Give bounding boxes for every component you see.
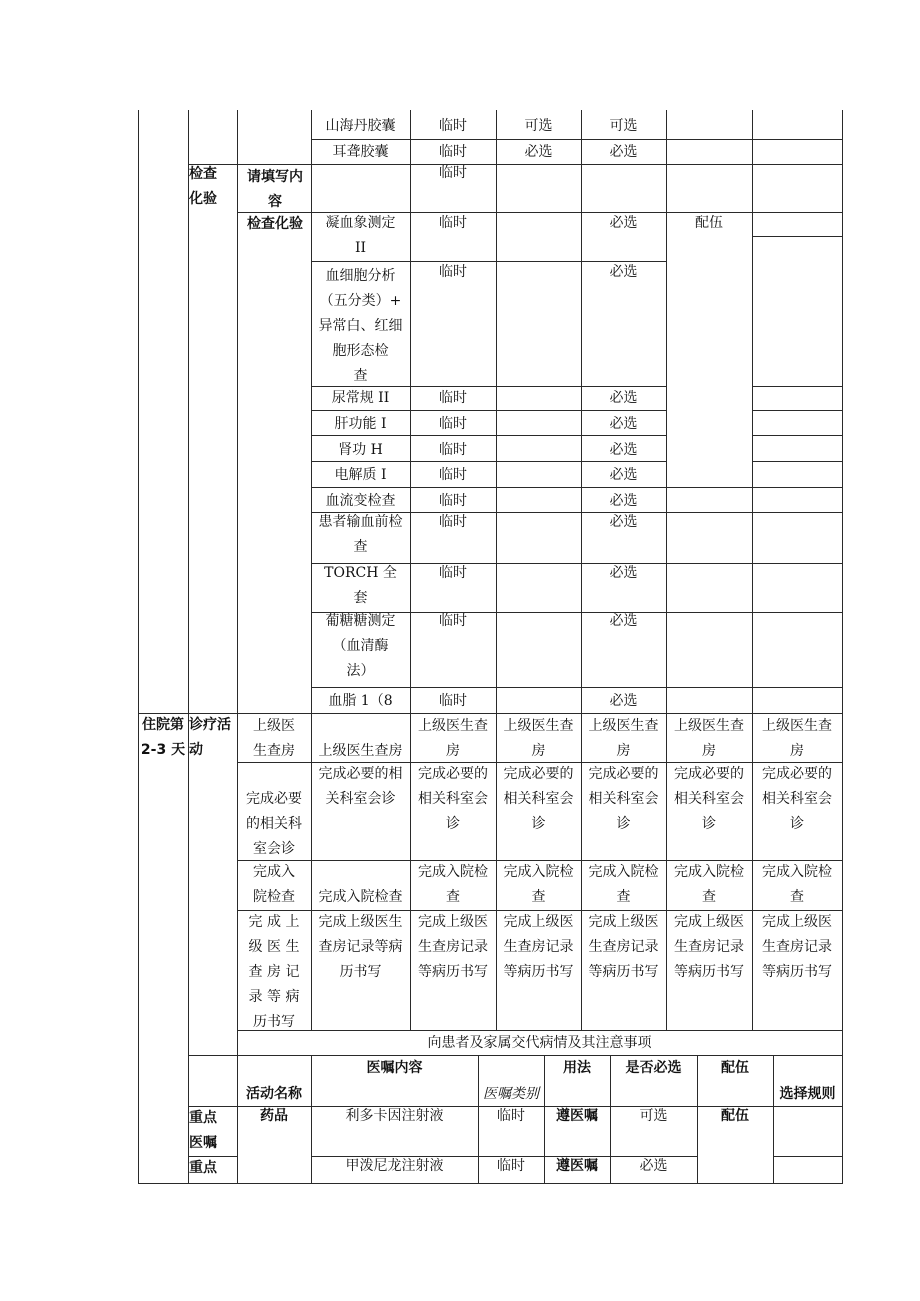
stage-row-cell: 生查房记录 — [588, 939, 659, 955]
stage-row-cell: 完成必要的 — [674, 766, 744, 782]
header-order-content: 医嘱内容 — [366, 1060, 423, 1076]
required-value: 必选 — [609, 613, 638, 629]
section-label-exam: 化验 — [189, 191, 217, 207]
order-type: 临时 — [439, 442, 467, 458]
usage-value: 遵医嘱 — [556, 1158, 598, 1174]
stage-row-label: 历书写 — [253, 1014, 295, 1030]
drug-name: 甲泼尼龙注射液 — [345, 1158, 444, 1174]
section-label-exam: 检查 — [189, 166, 217, 182]
drug-label: 药品 — [260, 1108, 288, 1124]
header-order-type: 医嘱类别 — [483, 1086, 539, 1102]
stage-row-content: 完成必要的相 — [318, 766, 403, 782]
lab-test-name: 电解质 I — [334, 467, 387, 483]
table-rule — [138, 1183, 843, 1184]
stage-row-cell: 等病历书写 — [418, 964, 488, 980]
order-section-label: 医嘱 — [189, 1135, 217, 1151]
stage-row-content: 历书写 — [339, 964, 382, 980]
drug-name: 耳聋胶囊 — [332, 144, 389, 160]
stage-row-cell: 房 — [790, 743, 804, 759]
stage-row-label: 录 等 病 — [248, 989, 300, 1005]
table-rule — [496, 110, 497, 714]
lab-test-name: TORCH 全 — [324, 565, 397, 581]
stage-row-cell: 诊 — [790, 816, 804, 832]
order-type: 临时 — [439, 264, 467, 280]
required-value: 必选 — [609, 693, 638, 709]
required-value: 必选 — [639, 1158, 668, 1174]
lab-test-name: 肾功 H — [338, 442, 383, 458]
stage-row-label: 查 房 记 — [248, 964, 300, 980]
order-section-label: 重点 — [189, 1110, 217, 1126]
order-type: 临时 — [497, 1158, 525, 1174]
lab-test-name: 血脂 1（8 — [328, 693, 393, 709]
lab-test-name: 葡糖糖测定 — [325, 613, 396, 629]
order-type: 临时 — [439, 613, 467, 629]
lab-test-name: 血流变检查 — [325, 493, 396, 509]
required-value: 必选 — [609, 565, 638, 581]
fill-content-label: 容 — [268, 194, 282, 210]
stage-row-cell: 生查房记录 — [418, 939, 488, 955]
lab-test-name: （血清酶 — [332, 638, 389, 654]
required-value: 可选 — [639, 1108, 668, 1124]
required-value: 必选 — [609, 416, 638, 432]
lab-test-name: 查 — [353, 368, 368, 384]
selection-value: 必选 — [524, 144, 553, 160]
table-rule — [752, 110, 753, 714]
table-rule — [752, 487, 843, 488]
compat-label: 配伍 — [695, 215, 723, 231]
stage-row-cell: 相关科室会 — [588, 791, 659, 807]
activity-label: 动 — [189, 742, 203, 758]
stage-row-cell: 相关科室会 — [418, 791, 488, 807]
table-rule — [752, 461, 843, 462]
lab-test-name: 套 — [353, 590, 368, 606]
table-rule — [773, 1055, 774, 1184]
stage-row-cell: 完成入院检 — [674, 864, 744, 880]
stage-row-cell: 相关科室会 — [762, 791, 832, 807]
stage-row-cell: 上级医生查 — [503, 718, 574, 734]
selection-value: 必选 — [609, 144, 638, 160]
stage-row-cell: 相关科室会 — [674, 791, 744, 807]
stage-row-cell: 诊 — [531, 816, 546, 832]
stage-row-cell: 完成入院检 — [418, 864, 488, 880]
stage-row-cell: 查 — [446, 889, 460, 905]
order-type: 临时 — [497, 1108, 525, 1124]
order-type: 临时 — [439, 493, 467, 509]
stage-row-content: 查房记录等病 — [318, 939, 403, 955]
stage-row-cell: 查 — [702, 889, 716, 905]
header-compat: 配伍 — [721, 1060, 749, 1076]
table-rule — [752, 435, 843, 436]
stage-row-cell: 完成入院检 — [762, 864, 832, 880]
required-value: 必选 — [609, 215, 638, 231]
stage-day-label: 2-3 天 — [140, 742, 186, 758]
stage-row-cell: 查 — [531, 889, 546, 905]
order-section-label: 重点 — [189, 1160, 217, 1176]
required-value: 必选 — [609, 493, 638, 509]
stage-row-label: 级 医 生 — [248, 939, 300, 955]
lab-test-name: 异常白、红细 — [318, 318, 403, 334]
stage-row-cell: 房 — [616, 743, 631, 759]
stage-row-cell: 生查房记录 — [674, 939, 744, 955]
patient-notice: 向患者及家属交代病情及其注意事项 — [427, 1035, 652, 1051]
stage-row-cell: 完成入院检 — [588, 864, 659, 880]
stage-row-label: 的相关科 — [246, 816, 302, 832]
stage-row-cell: 完成上级医 — [418, 914, 488, 930]
table-rule — [237, 110, 238, 714]
lab-test-name: 肝功能 I — [334, 416, 387, 432]
table-rule — [842, 110, 843, 1184]
header-usage: 用法 — [563, 1060, 591, 1076]
table-rule — [138, 110, 139, 1184]
stage-row-cell: 完成必要的 — [588, 766, 659, 782]
lab-test-name: 胞形态检 — [332, 343, 389, 359]
stage-row-cell: 完成必要的 — [503, 766, 574, 782]
order-type: 临时 — [439, 165, 467, 181]
stage-row-cell: 完成必要的 — [762, 766, 832, 782]
table-rule — [311, 687, 753, 688]
lab-test-name: 法） — [346, 663, 375, 679]
order-type: 临时 — [439, 693, 467, 709]
stage-row-label: 院检查 — [253, 889, 295, 905]
order-type: 临时 — [439, 215, 467, 231]
stage-row-cell: 查 — [616, 889, 631, 905]
required-value: 必选 — [609, 467, 638, 483]
lab-test-name: II — [354, 240, 367, 256]
compat-label: 配伍 — [721, 1108, 749, 1124]
stage-row-cell: 房 — [531, 743, 546, 759]
stage-row-cell: 上级医生查 — [588, 718, 659, 734]
order-type: 临时 — [439, 144, 467, 160]
header-rule: 选择规则 — [779, 1086, 836, 1102]
lab-test-name: （五分类）+ — [319, 293, 402, 309]
stage-row-cell: 诊 — [446, 816, 460, 832]
stage-row-cell: 诊 — [616, 816, 631, 832]
order-type: 临时 — [439, 565, 467, 581]
order-type: 临时 — [439, 416, 467, 432]
table-rule — [752, 386, 843, 387]
selection-value: 可选 — [609, 118, 638, 134]
required-value: 必选 — [609, 390, 638, 406]
stage-row-cell: 完成上级医 — [503, 914, 574, 930]
table-rule — [752, 563, 843, 564]
stage-row-content: 关科室会诊 — [325, 791, 396, 807]
stage-row-cell: 相关科室会 — [503, 791, 574, 807]
stage-row-cell: 生查房记录 — [503, 939, 574, 955]
required-value: 必选 — [609, 514, 638, 530]
stage-row-label: 完成必要 — [246, 791, 302, 807]
table-rule — [752, 410, 843, 411]
header-required: 是否必选 — [625, 1060, 682, 1076]
stage-row-content: 完成入院检查 — [318, 889, 403, 905]
stage-row-cell: 完成上级医 — [762, 914, 832, 930]
stage-row-cell: 房 — [702, 743, 716, 759]
lab-section-label: 检查化验 — [247, 216, 303, 232]
activity-label: 诊疗活 — [189, 717, 231, 733]
lab-test-name: 患者输血前检 — [318, 514, 403, 530]
drug-name: 山海丹胶囊 — [325, 118, 396, 134]
drug-name: 利多卡因注射液 — [345, 1108, 444, 1124]
stage-row-cell: 完成上级医 — [588, 914, 659, 930]
table-rule — [752, 236, 843, 237]
stage-row-cell: 上级医生查 — [762, 718, 832, 734]
fill-content-label: 请填写内 — [247, 169, 303, 185]
lab-test-name: 凝血象测定 — [325, 215, 396, 231]
stage-row-cell: 完成上级医 — [674, 914, 744, 930]
required-value: 必选 — [609, 264, 638, 280]
stage-day-label: 住院第 — [142, 717, 184, 733]
order-type: 临时 — [439, 390, 467, 406]
stage-row-label: 室会诊 — [253, 841, 295, 857]
required-value: 必选 — [609, 442, 638, 458]
stage-row-cell: 等病历书写 — [588, 964, 659, 980]
order-type: 临时 — [439, 514, 467, 530]
stage-row-cell: 生查房记录 — [762, 939, 832, 955]
stage-row-label: 完成入 — [253, 864, 295, 880]
order-type: 临时 — [439, 118, 467, 134]
stage-row-cell: 查 — [790, 889, 804, 905]
stage-row-cell: 上级医生查 — [674, 718, 744, 734]
header-activity-name: 活动名称 — [246, 1086, 302, 1102]
stage-row-cell: 诊 — [702, 816, 716, 832]
stage-row-cell: 上级医生查 — [418, 718, 488, 734]
table-rule — [666, 110, 667, 714]
order-type: 临时 — [439, 467, 467, 483]
stage-row-content: 上级医生查房 — [318, 743, 403, 759]
stage-row-cell: 完成入院检 — [503, 864, 574, 880]
table-rule — [752, 687, 843, 688]
lab-test-name: 血细胞分析 — [325, 268, 396, 284]
table-rule — [773, 1156, 843, 1157]
selection-value: 可选 — [524, 118, 553, 134]
stage-row-label: 完 成 上 — [248, 914, 300, 930]
usage-value: 遵医嘱 — [556, 1108, 598, 1124]
table-rule — [752, 512, 843, 513]
stage-row-cell: 等病历书写 — [674, 964, 744, 980]
stage-row-cell: 房 — [446, 743, 460, 759]
stage-row-label: 上级医 — [253, 718, 295, 734]
stage-row-label: 生查房 — [253, 743, 295, 759]
lab-test-name: 尿常规 II — [331, 390, 390, 406]
table-rule — [752, 612, 843, 613]
stage-row-cell: 等病历书写 — [762, 964, 832, 980]
stage-row-cell: 等病历书写 — [503, 964, 574, 980]
stage-row-content: 完成上级医生 — [318, 914, 403, 930]
stage-row-cell: 完成必要的 — [418, 766, 488, 782]
lab-test-name: 查 — [353, 539, 368, 555]
